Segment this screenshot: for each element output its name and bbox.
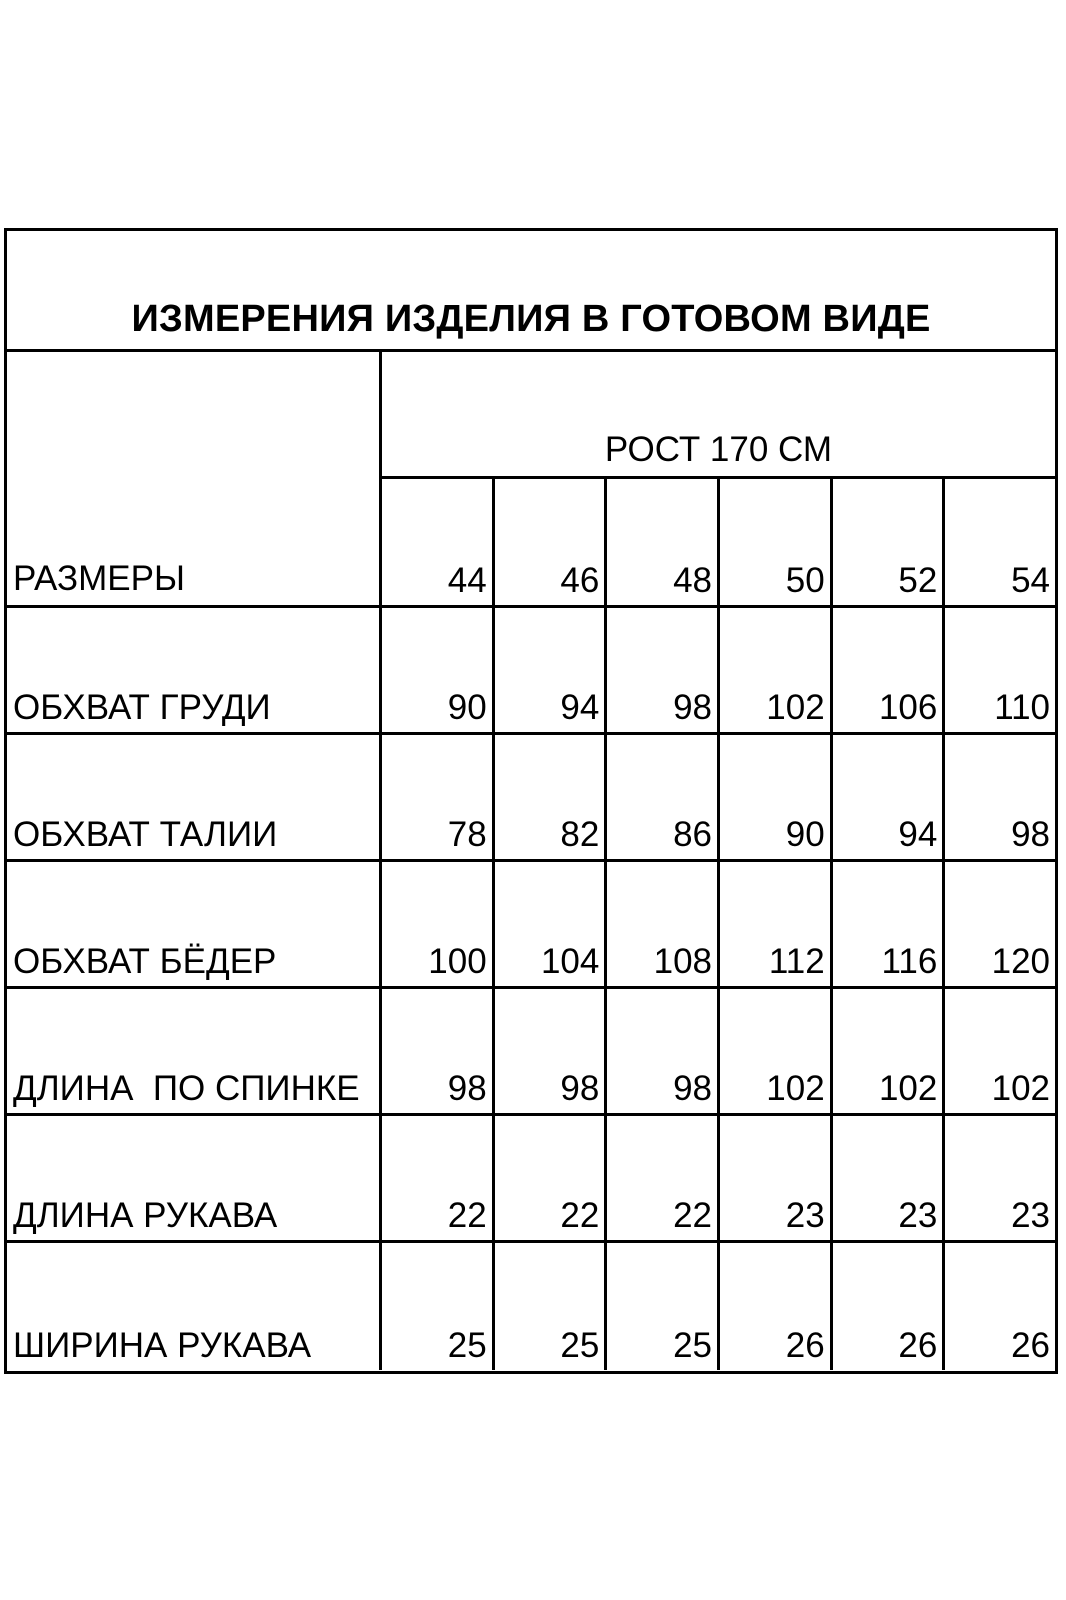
- cell-value: 78: [447, 815, 487, 854]
- height-label: РОСТ 170 СМ: [604, 430, 833, 469]
- row-label: ДЛИНА РУКАВА: [13, 1196, 278, 1235]
- cell-value: 102: [991, 1069, 1051, 1108]
- value-cell: [945, 608, 1055, 732]
- cell-value: 110: [994, 688, 1051, 727]
- cell-value: 108: [653, 942, 713, 981]
- size-cell: [720, 479, 833, 605]
- cell-value: 98: [673, 1069, 713, 1108]
- size-value: 44: [447, 561, 487, 600]
- cell-value: 22: [673, 1196, 713, 1235]
- cell-value: 23: [898, 1196, 938, 1235]
- size-cell: [945, 479, 1055, 605]
- measurement-rows: [7, 608, 1055, 1370]
- value-cell: [945, 862, 1055, 986]
- sizes-header-cell: [7, 352, 382, 608]
- row-label: ОБХВАТ ГРУДИ: [13, 688, 271, 727]
- sizes-row: [382, 479, 1055, 608]
- size-cell: [833, 479, 946, 605]
- cell-value: 94: [898, 815, 938, 854]
- cell-value: 102: [878, 1069, 938, 1108]
- row-label-cell: [7, 1116, 382, 1240]
- cell-value: 25: [447, 1326, 487, 1365]
- row-label-cell: [7, 989, 382, 1113]
- table-row: [7, 1116, 1055, 1243]
- size-value: 52: [898, 561, 938, 600]
- row-label: ДЛИНА ПО СПИНКЕ: [13, 1069, 360, 1108]
- cell-value: 94: [560, 688, 600, 727]
- value-cell: [382, 989, 495, 1113]
- value-cell: [382, 862, 495, 986]
- size-cell: [382, 479, 495, 605]
- title-row: [7, 231, 1055, 352]
- table-row: [7, 1243, 1055, 1370]
- value-cell: [607, 735, 720, 859]
- value-cell: [945, 1243, 1055, 1370]
- value-cell: [720, 1243, 833, 1370]
- table-row: [7, 862, 1055, 989]
- cell-value: 120: [991, 942, 1051, 981]
- size-value: 50: [785, 561, 825, 600]
- table-row: [7, 989, 1055, 1116]
- value-cell: [945, 735, 1055, 859]
- cell-value: 22: [560, 1196, 600, 1235]
- cell-value: 26: [785, 1326, 825, 1365]
- height-header: [382, 352, 1055, 479]
- cell-value: 102: [766, 688, 825, 727]
- cell-value: 98: [560, 1069, 600, 1108]
- value-cell: [495, 735, 608, 859]
- value-cell: [382, 1243, 495, 1370]
- cell-value: 86: [673, 815, 713, 854]
- row-label: ОБХВАТ БЁДЕР: [13, 942, 277, 981]
- cell-value: 90: [447, 688, 487, 727]
- value-cell: [720, 1116, 833, 1240]
- row-label: ОБХВАТ ТАЛИИ: [13, 815, 278, 854]
- size-value: 46: [560, 561, 600, 600]
- size-value: 48: [673, 561, 713, 600]
- sizes-label: РАЗМЕРЫ: [13, 559, 185, 598]
- cell-value: 112: [768, 942, 825, 981]
- value-cell: [495, 862, 608, 986]
- value-cell: [833, 1116, 946, 1240]
- value-cell: [382, 608, 495, 732]
- size-value: 54: [1011, 561, 1051, 600]
- value-cell: [495, 1243, 608, 1370]
- value-cell: [382, 735, 495, 859]
- row-label-cell: [7, 1243, 382, 1370]
- row-label-cell: [7, 862, 382, 986]
- cell-value: 26: [898, 1326, 938, 1365]
- value-cell: [495, 989, 608, 1113]
- cell-value: 25: [673, 1326, 713, 1365]
- value-cell: [833, 608, 946, 732]
- value-cell: [833, 735, 946, 859]
- cell-value: 98: [1011, 815, 1051, 854]
- value-cell: [945, 989, 1055, 1113]
- cell-value: 23: [785, 1196, 825, 1235]
- cell-value: 26: [1011, 1326, 1051, 1365]
- cell-value: 25: [560, 1326, 600, 1365]
- value-cell: [720, 735, 833, 859]
- value-cell: [833, 862, 946, 986]
- row-label: ШИРИНА РУКАВА: [13, 1326, 312, 1365]
- cell-value: 98: [673, 688, 713, 727]
- cell-value: 82: [560, 815, 600, 854]
- cell-value: 104: [540, 942, 600, 981]
- cell-value: 106: [878, 688, 938, 727]
- value-cell: [607, 989, 720, 1113]
- value-cell: [607, 862, 720, 986]
- cell-value: 23: [1011, 1196, 1051, 1235]
- value-cell: [382, 1116, 495, 1240]
- row-label-cell: [7, 735, 382, 859]
- value-cell: [607, 608, 720, 732]
- size-cell: [495, 479, 608, 605]
- value-cell: [720, 989, 833, 1113]
- table-title: ИЗМЕРЕНИЯ ИЗДЕЛИЯ В ГОТОВОМ ВИДЕ: [131, 298, 931, 340]
- cell-value: 90: [785, 815, 825, 854]
- cell-value: 100: [428, 942, 487, 981]
- table-row: [7, 608, 1055, 735]
- table-row: [7, 735, 1055, 862]
- value-cell: [833, 989, 946, 1113]
- value-cell: [607, 1243, 720, 1370]
- value-cell: [833, 1243, 946, 1370]
- value-cell: [495, 1116, 608, 1240]
- value-cell: [720, 608, 833, 732]
- value-cell: [607, 1116, 720, 1240]
- cell-value: 102: [766, 1069, 825, 1108]
- size-cell: [607, 479, 720, 605]
- value-cell: [495, 608, 608, 732]
- row-label-cell: [7, 608, 382, 732]
- cell-value: 116: [881, 942, 938, 981]
- cell-value: 22: [447, 1196, 487, 1235]
- size-chart-table: [4, 228, 1058, 1374]
- cell-value: 98: [447, 1069, 487, 1108]
- value-cell: [720, 862, 833, 986]
- value-cell: [945, 1116, 1055, 1240]
